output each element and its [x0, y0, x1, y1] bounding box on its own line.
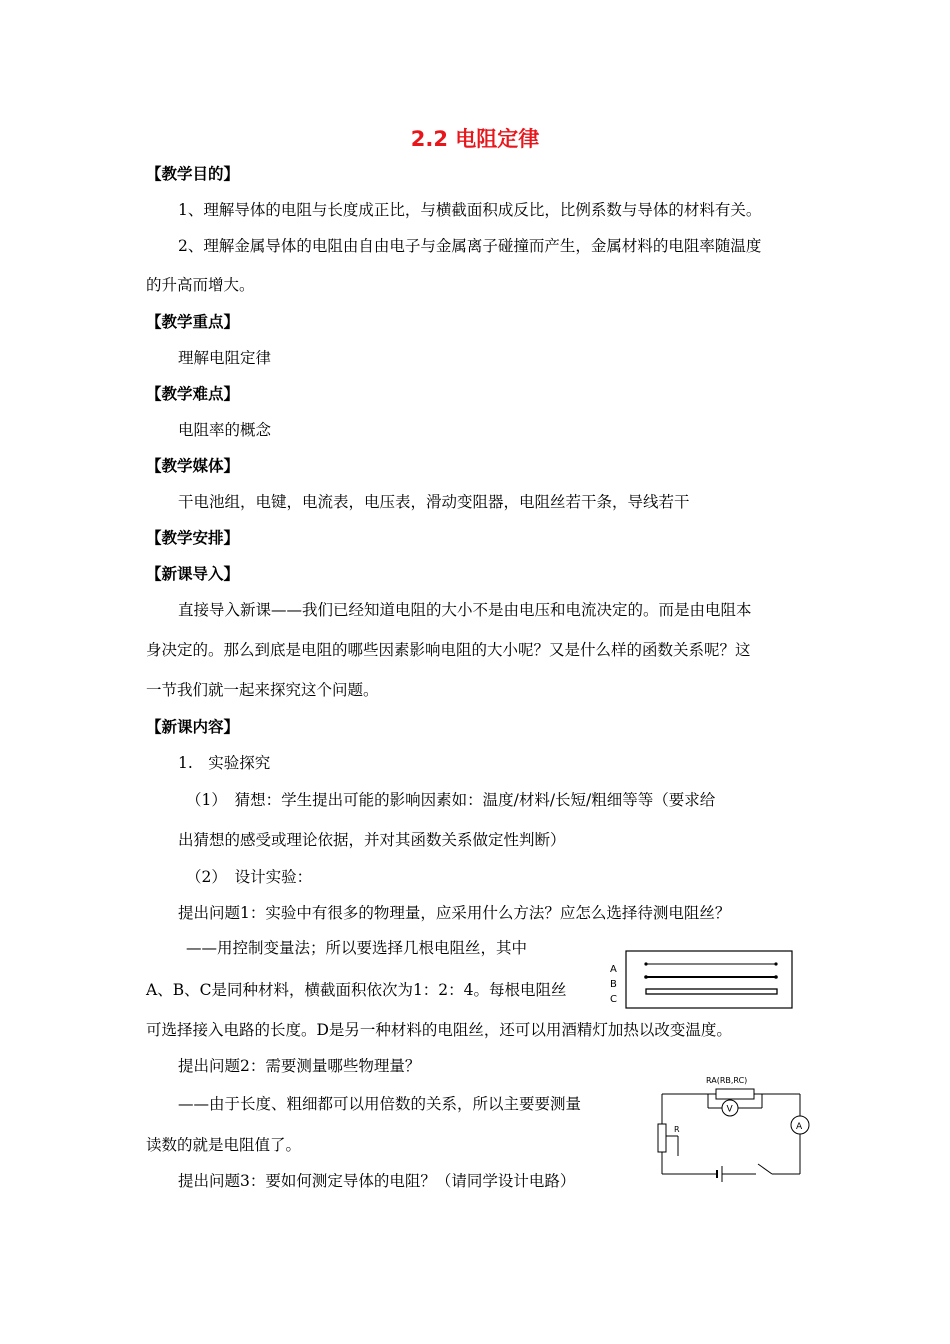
- answer-1-line-1: ——用控制变量法；所以要选择几根电阻丝，其中: [186, 939, 528, 957]
- introduction-line-1: 直接导入新课——我们已经知道电阻的大小不是由电压和电流决定的。而是由电阻本: [178, 601, 752, 619]
- rheostat-label: R: [674, 1125, 680, 1134]
- voltmeter-label: V: [726, 1104, 733, 1115]
- key-points-text: 理解电阻定律: [178, 349, 272, 367]
- guess-line-1: （1） 猜想：学生提出可能的影响因素如：温度/材料/长短/粗细等等（要求给: [186, 791, 716, 809]
- guess-line-2: 出猜想的感受或理论依据，并对其函数关系做定性判断）: [178, 831, 566, 849]
- media-text: 干电池组，电键，电流表，电压表，滑动变阻器，电阻丝若干条，导线若干: [178, 493, 690, 511]
- introduction-line-3: 一节我们就一起来探究这个问题。: [146, 681, 379, 699]
- introduction-line-2: 身决定的。那么到底是电阻的哪些因素影响电阻的大小呢？又是什么样的函数关系呢？这: [146, 641, 751, 659]
- answer-2-line-1: ——由于长度、粗细都可以用倍数的关系，所以主要要测量: [178, 1095, 582, 1113]
- answer-2-line-2: 读数的就是电阻值了。: [146, 1136, 302, 1154]
- wire-label-b: B: [610, 979, 617, 990]
- key-points-heading: 【教学重点】: [146, 313, 240, 331]
- introduction-heading: 【新课导入】: [146, 565, 240, 583]
- arrangement-heading: 【教学安排】: [146, 529, 240, 547]
- objective-2-line-2: 的升高而增大。: [146, 276, 255, 294]
- answer-1-line-3: 可选择接入电路的长度。D是另一种材料的电阻丝，还可以用酒精灯加热以改变温度。: [146, 1021, 732, 1039]
- objectives-heading: 【教学目的】: [146, 165, 240, 183]
- circuit-diagram: [654, 1070, 814, 1182]
- rheostat: [658, 1124, 666, 1152]
- wire-label-c: C: [610, 994, 617, 1005]
- ammeter-label: A: [796, 1122, 803, 1132]
- question-1: 提出问题1：实验中有很多的物理量，应采用什么方法？应怎么选择待测电阻丝？: [178, 904, 731, 922]
- question-2: 提出问题2：需要测量哪些物理量？: [178, 1057, 421, 1075]
- wire-c: [646, 989, 777, 994]
- difficulties-heading: 【教学难点】: [146, 385, 240, 403]
- content-heading: 【新课内容】: [146, 718, 240, 736]
- content-item-1: 1. 实验探究: [178, 754, 271, 772]
- design-experiment: （2） 设计实验：: [186, 868, 313, 886]
- difficulties-text: 电阻率的概念: [178, 421, 272, 439]
- test-resistor: [716, 1089, 754, 1099]
- answer-1-line-2: A、B、C是同种材料，横截面积依次为1：2：4。每根电阻丝: [146, 981, 567, 999]
- question-3: 提出问题3：要如何测定导体的电阻？（请同学设计电路）: [178, 1172, 576, 1190]
- objective-2-line-1: 2、理解金属导体的电阻由自由电子与金属离子碰撞而产生，金属材料的电阻率随温度: [178, 237, 762, 255]
- page-title: 2.2 电阻定律: [410, 127, 540, 151]
- resistor-label: RA(RB,RC): [706, 1076, 748, 1085]
- media-heading: 【教学媒体】: [146, 457, 240, 475]
- switch: [758, 1164, 772, 1174]
- wire-label-a: A: [610, 964, 617, 975]
- objective-1: 1、理解导体的电阻与长度成正比，与横截面积成反比，比例系数与导体的材料有关。: [178, 201, 762, 219]
- resistance-wires-figure: [604, 948, 796, 1012]
